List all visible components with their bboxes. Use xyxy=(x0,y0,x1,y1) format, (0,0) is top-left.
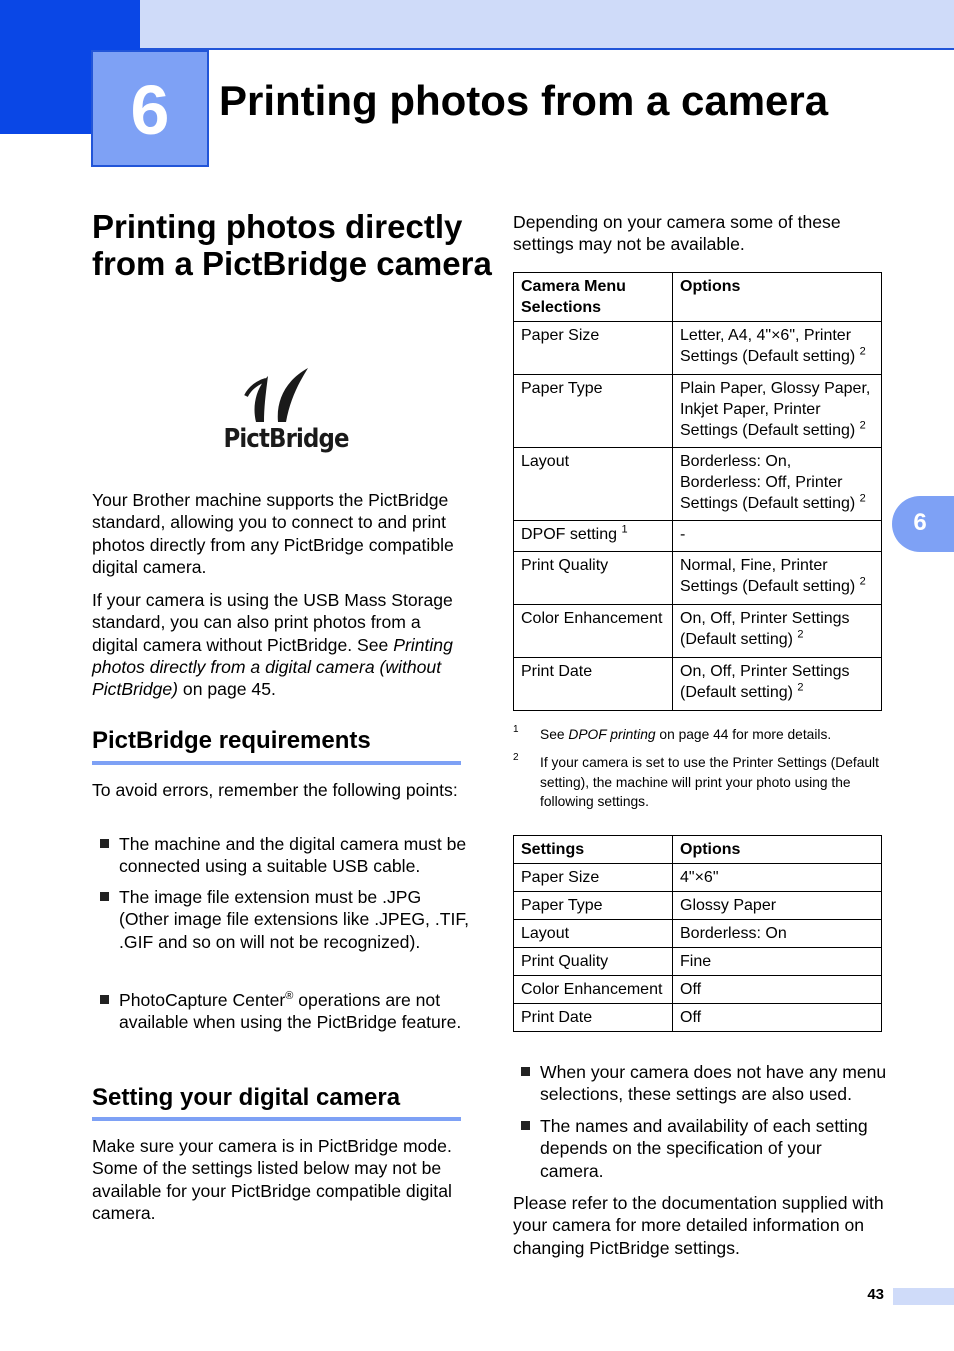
intro-paragraph: Your Brother machine supports the PictBridge standard, allowing you to connect to and print photos directly from any PictBridge compatible digital camera. xyxy=(92,490,454,577)
table-cell-option: Fine xyxy=(673,948,882,976)
cell-text: Layout xyxy=(521,453,570,470)
cell-text: - xyxy=(680,526,686,543)
footnote-text xyxy=(540,725,893,745)
pictbridge-logo-text: PictBridge xyxy=(223,424,349,454)
cell-text: Print Date xyxy=(521,663,593,680)
table-cell-setting: Print Date xyxy=(514,1004,673,1032)
cell-text: DPOF setting xyxy=(521,526,618,543)
table-cell-menu xyxy=(514,552,673,605)
table-cell-option: Off xyxy=(673,976,882,1004)
note-text: The names and availability of each setting depends on the specification of your camera. xyxy=(540,1116,868,1181)
table-cell-options xyxy=(673,448,882,521)
table-cell-option: Off xyxy=(673,1004,882,1032)
closing-paragraph: Please refer to the documentation supplied with your camera for more detailed information on changing PictBridge settings. xyxy=(513,1193,884,1258)
table-cell-options xyxy=(673,605,882,658)
table-row xyxy=(514,1004,882,1032)
requirement-text-after: operations are not available when using the PictBridge feature. xyxy=(119,990,462,1033)
footnote-text-before: See xyxy=(540,727,569,742)
table-cell-options xyxy=(673,552,882,605)
table-cell-options xyxy=(673,375,882,448)
table-row xyxy=(514,375,882,448)
table-cell-menu xyxy=(514,658,673,711)
camera-menu-table xyxy=(513,272,882,711)
setting-rule xyxy=(92,1117,461,1121)
setting-paragraph: Make sure your camera is in PictBridge mode. Some of the settings listed below may not be available for your PictBridge compatible digital camera. xyxy=(92,1136,452,1223)
footnote-text-after: on page 44 for more details. xyxy=(655,727,832,742)
usb-text-after: on page 45. xyxy=(178,679,276,700)
cell-text: Letter, A4, 4"×6", Printer Settings (Default setting) xyxy=(680,327,856,365)
table-row xyxy=(514,521,882,552)
table-header-cell: Settings xyxy=(514,836,673,864)
table-cell-setting: Print Quality xyxy=(514,948,673,976)
default-settings-table xyxy=(513,835,882,1032)
table-cell-option: Borderless: On xyxy=(673,920,882,948)
requirement-text: The image file extension must be .JPG (Other image file extensions like .JPEG, .TIF, .GIF and so on will not be recognized). xyxy=(119,887,470,952)
footnote-ref: 2 xyxy=(859,575,866,588)
footnote-ref: 2 xyxy=(859,345,866,358)
table-cell-setting: Paper Type xyxy=(514,892,673,920)
cell-text: On, Off, Printer Settings (Default setting) xyxy=(680,610,850,648)
table-row xyxy=(514,552,882,605)
registered-mark: ® xyxy=(285,990,294,1003)
bullet-square-icon xyxy=(100,995,109,1004)
chapter-title: Printing photos from a camera xyxy=(219,77,829,124)
right-intro: Depending on your camera some of these settings may not be available. xyxy=(513,212,841,255)
cell-text: Paper Size xyxy=(521,327,600,344)
cell-text: Color Enhancement xyxy=(521,610,663,627)
footnote-2 xyxy=(513,753,893,812)
table-row xyxy=(514,948,882,976)
table-cell-option: 4"×6" xyxy=(673,864,882,892)
table-row xyxy=(514,658,882,711)
table-cell-menu xyxy=(514,605,673,658)
requirement-item xyxy=(100,833,470,878)
footnote-text: If your camera is set to use the Printer Settings (Default setting), the machine will print your photo using the following settings. xyxy=(540,755,879,809)
table-row xyxy=(514,322,882,375)
table-cell-options xyxy=(673,521,882,552)
requirements-heading: PictBridge requirements xyxy=(92,727,371,754)
requirement-item xyxy=(100,989,470,1034)
table-cell-options xyxy=(673,658,882,711)
table-row xyxy=(514,864,882,892)
requirements-rule xyxy=(92,761,461,765)
bullet-square-icon xyxy=(100,892,109,901)
table-row xyxy=(514,920,882,948)
table-header-row xyxy=(514,273,882,322)
footnote-ref: 2 xyxy=(859,492,866,505)
pictbridge-mark-icon xyxy=(216,366,340,426)
table-header-cell: Options xyxy=(673,273,882,322)
footnote-ref: 1 xyxy=(621,523,628,536)
section-title: Printing photos directly from a PictBridge camera xyxy=(92,208,492,282)
table-cell-menu xyxy=(514,375,673,448)
requirement-item xyxy=(100,886,470,953)
footnote-1 xyxy=(513,725,893,745)
table-cell-setting: Paper Size xyxy=(514,864,673,892)
footnote-ref: 2 xyxy=(797,628,804,641)
header-rule xyxy=(140,48,954,50)
note-item xyxy=(521,1115,889,1182)
table-cell-menu xyxy=(514,448,673,521)
cell-text: Print Quality xyxy=(521,557,609,574)
dpof-cross-reference-link[interactable]: DPOF printing xyxy=(568,727,656,742)
table-header-row xyxy=(514,836,882,864)
bullet-square-icon xyxy=(100,839,109,848)
table-header-cell: Options xyxy=(673,836,882,864)
cell-text: Normal, Fine, Printer Settings (Default setting) xyxy=(680,557,856,595)
bullet-square-icon xyxy=(521,1067,530,1076)
note-item xyxy=(521,1061,889,1106)
cell-text: Paper Type xyxy=(521,380,603,397)
usb-paragraph xyxy=(92,589,464,700)
table-row xyxy=(514,976,882,1004)
table-row xyxy=(514,605,882,658)
page-number: 43 xyxy=(867,1286,884,1303)
table-cell-menu xyxy=(514,521,673,552)
bullet-square-icon xyxy=(521,1121,530,1130)
table-cell-setting: Color Enhancement xyxy=(514,976,673,1004)
note-text: When your camera does not have any menu selections, these settings are also used. xyxy=(540,1062,887,1105)
chapter-number: 6 xyxy=(130,71,170,149)
usb-cross-reference-link[interactable]: Printing photos directly from a digital camera (without PictBridge) xyxy=(92,634,453,700)
footnote-ref: 2 xyxy=(859,419,866,432)
requirement-text: The machine and the digital camera must be connected using a suitable USB cable. xyxy=(119,834,467,877)
table-row xyxy=(514,892,882,920)
header-band xyxy=(0,0,954,50)
footnote-number: 1 xyxy=(513,724,519,735)
chapter-number-box xyxy=(91,50,209,167)
footnote-ref: 2 xyxy=(797,681,804,694)
pictbridge-logo xyxy=(216,366,349,462)
usb-text-before: If your camera is using the USB Mass Storage standard, you can also print photos from a digital camera without PictBridge. See xyxy=(92,590,453,655)
table-cell-option: Glossy Paper xyxy=(673,892,882,920)
cell-text: Plain Paper, Glossy Paper, Inkjet Paper, Printer Settings (Default setting) xyxy=(680,380,871,439)
table-header-cell: Camera Menu Selections xyxy=(514,273,673,322)
table-cell-setting: Layout xyxy=(514,920,673,948)
footer-band xyxy=(893,1288,954,1305)
table-cell-menu xyxy=(514,322,673,375)
table-cell-options xyxy=(673,322,882,375)
table-row xyxy=(514,448,882,521)
cell-text: On, Off, Printer Settings (Default setting) xyxy=(680,663,850,701)
footnote-number: 2 xyxy=(513,752,519,763)
requirements-intro: To avoid errors, remember the following points: xyxy=(92,780,458,800)
cell-text: Borderless: On, Borderless: Off, Printer Settings (Default setting) xyxy=(680,453,856,512)
setting-heading: Setting your digital camera xyxy=(92,1084,401,1111)
chapter-side-tab[interactable] xyxy=(892,496,954,552)
requirement-text-before: PhotoCapture Center xyxy=(119,990,286,1010)
side-tab-number: 6 xyxy=(913,509,927,536)
